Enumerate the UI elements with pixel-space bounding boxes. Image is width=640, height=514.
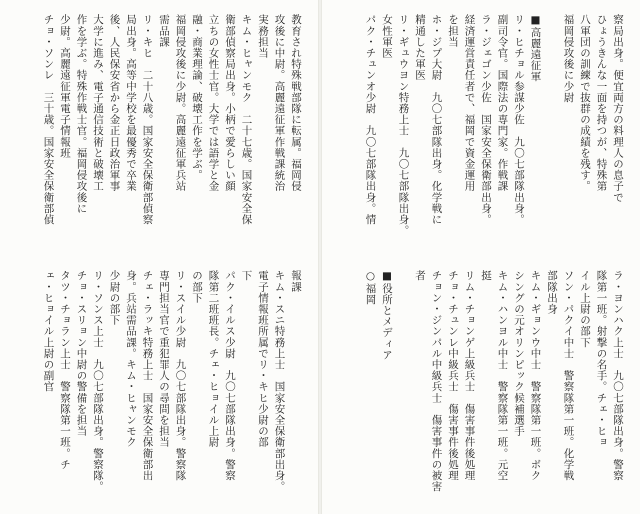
text-column: 隊第二班班長。チェ・ヒョイル上尉 — [207, 270, 220, 448]
text-column: 経済運営責任者で、福岡で資金運用 — [463, 14, 476, 192]
text-column: 挺 — [480, 270, 492, 282]
text-column: チョ・ソンレ 三十歳。国家安全保衛部偵 — [42, 14, 55, 225]
text-column: チョン・ジンパル中級兵士 傷害事件の被害 — [430, 270, 443, 492]
text-column: 局出身。高等中学校を最優秀で卒業 — [125, 14, 137, 192]
text-column: ラ・ヨンハク上士 九〇七部隊出身。警察 — [612, 270, 624, 481]
text-column: 少尉の部下 — [108, 270, 121, 326]
left-page-lower-block — [40, 270, 304, 502]
text-column: 少尉。高麗遠征軍電子情報班 — [59, 14, 71, 159]
text-column: 精通した軍医 — [414, 14, 426, 81]
text-column: リ・ソンス上士 九〇七部隊出身。警察隊。 — [92, 270, 104, 492]
text-column: ■高麗遠征軍 — [529, 14, 542, 83]
text-column: ェ・ヒョイル上尉の副官 — [42, 270, 55, 393]
text-column: 者 — [414, 270, 426, 282]
text-column: 察局出身。便宜両方の料理人の息子で — [612, 14, 624, 203]
left-page — [0, 0, 319, 514]
text-column: 部隊出身 — [546, 270, 558, 315]
text-column: 実務担当 — [257, 14, 269, 59]
text-column: イル上尉の部下 — [579, 270, 591, 348]
text-column: 福岡侵攻後に少尉。高麗遠征軍兵站 — [174, 14, 187, 192]
text-column: リ・キヒ 二十八歳。国家安全保衛部偵察 — [141, 14, 154, 225]
text-column: 福岡侵攻後に少尉 — [562, 14, 575, 103]
text-column: ひょうきんな一面を持つが、特殊第 — [595, 14, 608, 192]
text-column: リ・ギュウヨン特務上士 九〇七部隊出身。 — [397, 14, 410, 236]
text-column: ホ・ジプ大尉 九〇七部隊出身。化学戦に — [430, 14, 443, 225]
text-column: パク・イルス少尉 九〇七部隊出身。警察 — [224, 270, 236, 481]
text-column: タツ・チョラン上士 警察隊第一班。チ — [59, 270, 71, 470]
left-page-upper-block — [40, 14, 304, 246]
text-column: 電子情報班所属でリ・キヒ少尉の部 — [257, 270, 269, 448]
text-column: 下 — [240, 270, 253, 282]
text-column: を担当 — [447, 14, 459, 48]
text-column — [544, 14, 561, 246]
text-column: ○福岡 — [364, 270, 377, 305]
text-column: の部下 — [191, 270, 203, 304]
text-column: 副司令官。国際法の専門家。作戦課 — [496, 14, 509, 192]
text-column: ■役所とメディア — [381, 270, 393, 361]
text-column: 身。兵站需品課。キム・ヒャンモク — [125, 270, 137, 448]
text-column: キム・ハンヨル中士 警察隊第一班。元空 — [496, 270, 509, 481]
text-column: 専門担当官で重犯罪人の尋問を担当 — [158, 270, 170, 448]
right-page — [322, 0, 640, 514]
text-column: キム・ヒャンモク 二十七歳。国家安全保 — [240, 14, 253, 225]
text-column: 八軍団の訓練で抜群の成績を残す。 — [579, 14, 591, 192]
text-column — [395, 270, 412, 502]
text-column: リ・ヒチョル参謀少佐 九〇七部隊出身。 — [513, 14, 525, 225]
text-column: リム・チョンゲ上級兵士 傷害事件後処理 — [463, 270, 476, 481]
text-column: キム・ギョンウ中士 警察隊第一班。ボク — [529, 270, 542, 481]
text-column: 隊第一班。射撃の名手。チェ・ヒョ — [595, 270, 608, 448]
text-column: 大学に進み、電子通信技術と破壊工 — [92, 14, 104, 192]
text-column: チョ・スリョン中尉の警備を担当 — [75, 270, 88, 437]
text-column: チョ・チュンレ中級兵士 傷害事件後処理 — [447, 270, 459, 481]
text-column: キム・スニ特務上士 国家安全保衛部出身。 — [273, 270, 286, 492]
text-column: 教育され特殊戦部隊に転属。福岡侵 — [290, 14, 302, 192]
text-column: 報課 — [290, 270, 302, 293]
text-column: ソン・パクイ中士 警察隊第一班。化学戦 — [562, 270, 575, 481]
text-column: 融・商業理論、破壊工作を学ぶ。 — [191, 14, 203, 181]
text-column: 需品課 — [158, 14, 170, 48]
text-column: 衛部偵察局出身。小柄で愛らしい顔 — [224, 14, 236, 192]
text-column: 作を学ぶ。特殊作戦士官。福岡侵攻後に — [75, 14, 88, 214]
text-column: リ・スイル少尉 九〇七部隊出身。警察隊 — [174, 270, 187, 481]
text-column: シングの元オリンピック候補選手 — [513, 270, 525, 437]
text-column: 女性軍医 — [381, 14, 393, 59]
text-column: ラ・ジェゴン少佐 国家安全保衛部出身。 — [480, 14, 492, 225]
text-column: 後、人民保安省から金正日政治軍事 — [108, 14, 121, 192]
text-column: パク・チュンオ少尉 九〇七部隊出身。情 — [364, 14, 377, 225]
text-column: チェ・ラッキ特務上士 国家安全保衛部出 — [141, 270, 154, 481]
text-column: 攻後に中尉。高麗遠征軍作戦課統治 — [273, 14, 286, 192]
text-column: 立ちの女性士官。大学では語学と金 — [207, 14, 220, 192]
right-page-upper-block — [362, 14, 626, 246]
right-page-lower-block — [362, 270, 626, 502]
